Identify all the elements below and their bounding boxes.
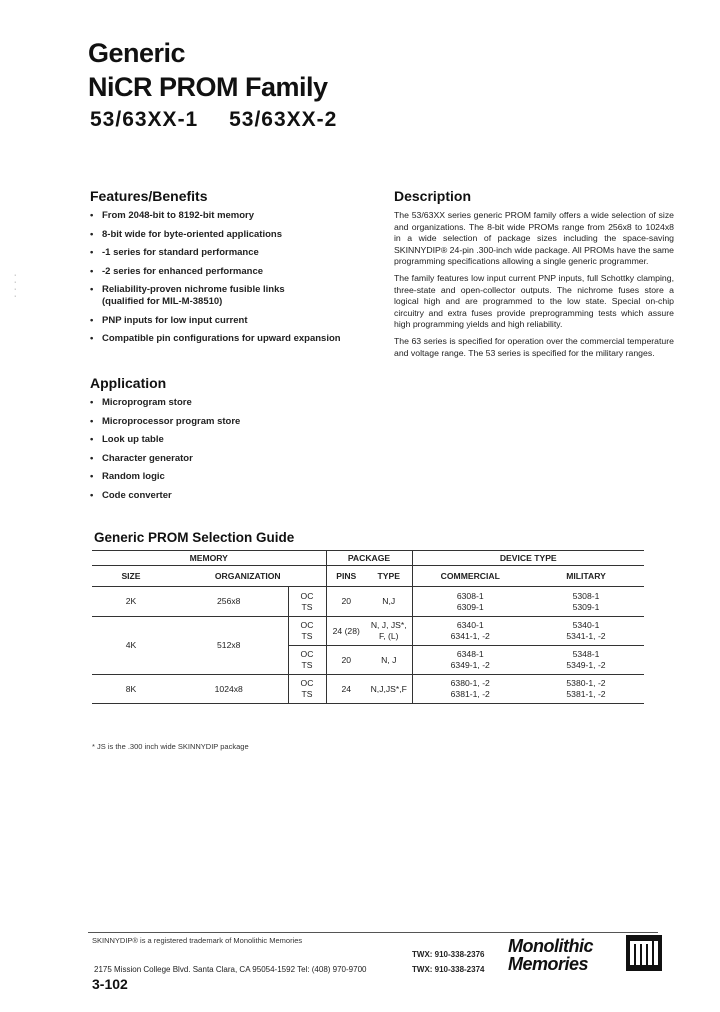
device-type-group-header: DEVICE TYPE: [412, 551, 644, 566]
size-cell: 4K: [92, 617, 170, 675]
package-type-cell: N,J,JS*,F: [366, 675, 412, 704]
commercial-cell: 6340-1: [412, 617, 528, 632]
application-item: • Microprocessor program store: [90, 416, 350, 428]
application-list: [90, 397, 350, 508]
margin-marks: · · · ·: [14, 272, 17, 300]
organization-cell: 512x8: [170, 617, 288, 675]
organization-cell: 1024x8: [170, 675, 288, 704]
selection-guide-table: [92, 550, 644, 704]
company-logo-text: [508, 937, 593, 973]
col-commercial: COMMERCIAL: [412, 566, 528, 587]
table-row: [92, 617, 644, 632]
application-item: • Microprogram store: [90, 397, 350, 409]
mmi-logo-icon: [626, 935, 662, 971]
twx-number-1: TWX: 910-338-2376: [412, 950, 485, 959]
feature-item: • 8-bit wide for byte-oriented applications: [90, 229, 360, 241]
title-family: NiCR PROM Family: [88, 72, 328, 102]
part-number-2: 53/63XX-2: [229, 108, 338, 131]
logo-line-1: Monolithic: [508, 936, 593, 956]
commercial-cell: 6341-1, -2: [412, 631, 528, 646]
footer-divider: [88, 932, 658, 933]
description-paragraph: The family features low input current PNP inputs, full Schottky clamping, three-state and open-collector outputs. The nichrome fuses store a logical high and are programmed to the low state. Special on-chip circuitry and extra fuses provide preprogramming tests which assure high programming yields and high reliability.: [394, 272, 674, 330]
size-cell: 2K: [92, 587, 170, 617]
description-body: [394, 210, 674, 364]
military-cell: 5341-1, -2: [528, 631, 644, 646]
application-heading: Application: [90, 375, 167, 391]
output-type-cell: OC: [288, 587, 326, 603]
feature-item: • From 2048-bit to 8192-bit memory: [90, 210, 360, 222]
selection-guide-title: Generic PROM Selection Guide: [94, 530, 295, 545]
feature-item: • Reliability-proven nichrome fusible links (qualified for MIL-M-38510): [90, 284, 302, 308]
pins-cell: 20: [326, 646, 366, 675]
feature-item: • PNP inputs for low input current: [90, 315, 360, 327]
output-type-cell: TS: [288, 689, 326, 704]
commercial-cell: 6381-1, -2: [412, 689, 528, 704]
pins-cell: 24 (28): [326, 617, 366, 646]
col-type: TYPE: [366, 566, 412, 587]
organization-cell: 256x8: [170, 587, 288, 617]
table-row: [92, 587, 644, 603]
military-cell: 5381-1, -2: [528, 689, 644, 704]
company-address: 2175 Mission College Blvd. Santa Clara, CA 95054-1592 Tel: (408) 970-9700: [94, 965, 367, 974]
col-organization: ORGANIZATION: [170, 566, 326, 587]
application-item: • Character generator: [90, 453, 350, 465]
commercial-cell: 6309-1: [412, 602, 528, 617]
feature-item: • -1 series for standard performance: [90, 247, 360, 259]
memory-group-header: MEMORY: [92, 551, 326, 566]
package-type-cell: N,J: [366, 587, 412, 617]
title-generic: Generic: [88, 38, 186, 68]
package-type-cell: N, J, JS*, F, (L): [366, 617, 412, 646]
pins-cell: 24: [326, 675, 366, 704]
features-list: [90, 210, 360, 352]
military-cell: 5380-1, -2: [566, 678, 606, 688]
military-cell: 5349-1, -2: [528, 660, 644, 675]
application-item: • Random logic: [90, 471, 350, 483]
output-type-cell: TS: [288, 631, 326, 646]
commercial-cell: 6380-1, -2: [412, 675, 528, 690]
military-cell: 5348-1: [572, 649, 600, 659]
pins-cell: 20: [326, 587, 366, 617]
package-type-cell: N, J: [366, 646, 412, 675]
output-type-cell: TS: [288, 602, 326, 617]
commercial-cell: 6348-1: [412, 646, 528, 661]
commercial-cell: 6349-1, -2: [412, 660, 528, 675]
output-type-cell: OC: [288, 617, 326, 632]
output-type-cell: OC: [288, 675, 326, 690]
application-item: • Code converter: [90, 490, 350, 502]
table-footnote: * JS is the .300 inch wide SKINNYDIP package: [92, 742, 249, 751]
military-cell: 5309-1: [528, 602, 644, 617]
military-cell: 5308-1: [572, 591, 600, 601]
trademark-notice: SKINNYDIP® is a registered trademark of Monolithic Memories: [92, 936, 303, 945]
commercial-cell: 6308-1: [412, 587, 528, 603]
description-heading: Description: [394, 188, 472, 204]
logo-line-2: Memories: [508, 954, 589, 974]
part-number-1: 53/63XX-1: [90, 108, 199, 131]
description-paragraph: The 53/63XX series generic PROM family offers a wide selection of size and organizations. The 8-bit wide PROMs range from 256x8 to 1024x8 in a wide selection of package sizes including the space-saving SKINNYDIP® 24-pin .300-inch wide package. All PROMs have the same programming specifications allowing a single generic programmer.: [394, 210, 674, 267]
features-heading: Features/Benefits: [90, 188, 208, 204]
package-group-header: PACKAGE: [326, 551, 412, 566]
col-size: SIZE: [92, 566, 170, 587]
twx-number-2: TWX: 910-338-2374: [412, 965, 485, 974]
table-row: [92, 675, 644, 690]
col-military: MILITARY: [528, 566, 644, 587]
page-number: 3-102: [92, 976, 128, 992]
description-paragraph: The 63 series is specified for operation over the commercial temperature and voltage range. The 53 series is specified for the military ranges.: [394, 335, 674, 358]
col-pins: PINS: [326, 566, 366, 587]
size-cell: 8K: [92, 675, 170, 704]
part-numbers: [90, 108, 361, 132]
feature-item: • Compatible pin configurations for upward expansion: [90, 333, 360, 345]
military-cell: 5340-1: [572, 620, 600, 630]
output-type-cell: OC: [288, 646, 326, 661]
output-type-cell: TS: [288, 660, 326, 675]
application-item: • Look up table: [90, 434, 350, 446]
feature-item: • -2 series for enhanced performance: [90, 266, 360, 278]
